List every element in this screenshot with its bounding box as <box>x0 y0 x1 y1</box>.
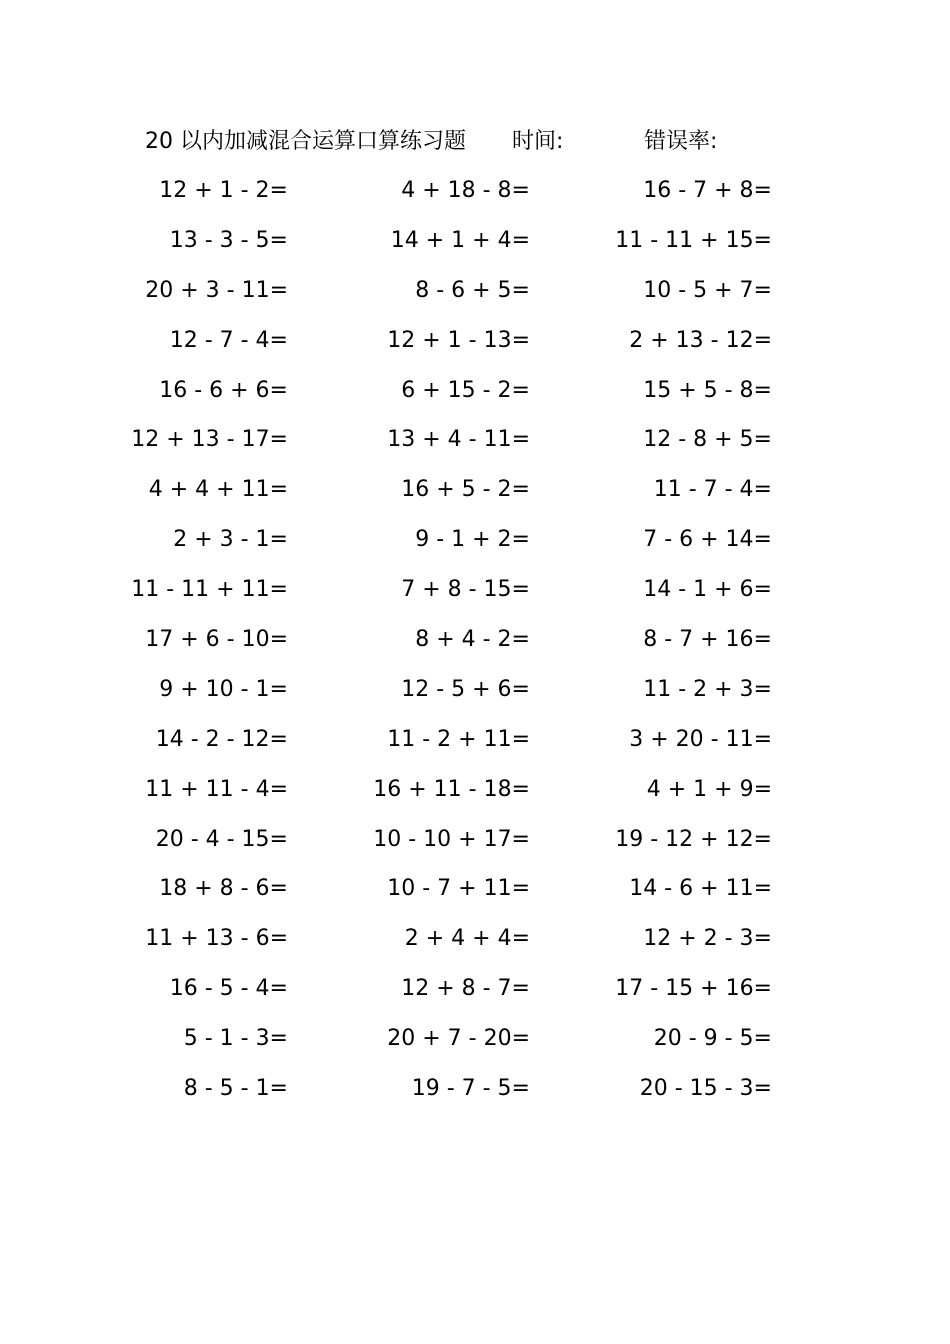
problem-row <box>0 425 950 475</box>
arithmetic-problem: 12 - 7 - 4= <box>169 327 288 353</box>
arithmetic-problem: 6 + 15 - 2= <box>401 377 530 403</box>
arithmetic-problem: 8 - 5 - 1= <box>183 1076 288 1102</box>
arithmetic-problem: 5 - 1 - 3= <box>183 1026 288 1052</box>
arithmetic-problem: 17 + 6 - 10= <box>145 627 288 653</box>
arithmetic-problem: 11 + 11 - 4= <box>145 776 288 802</box>
arithmetic-problem: 20 - 15 - 3= <box>639 1076 772 1102</box>
arithmetic-problem: 20 + 7 - 20= <box>387 1026 530 1052</box>
arithmetic-problem: 19 - 12 + 12= <box>615 826 772 852</box>
arithmetic-problem: 8 - 6 + 5= <box>415 277 530 303</box>
arithmetic-problem: 12 - 5 + 6= <box>401 676 530 702</box>
arithmetic-problem: 16 - 5 - 4= <box>169 976 288 1002</box>
worksheet-header <box>0 126 950 158</box>
arithmetic-problem: 2 + 4 + 4= <box>404 926 530 952</box>
time-label: 时间: <box>512 129 564 154</box>
problem-row <box>0 725 950 775</box>
problem-row <box>0 825 950 875</box>
arithmetic-problem: 18 + 8 - 6= <box>159 876 288 902</box>
worksheet-title: 20 以内加减混合运算口算练习题 <box>145 129 466 154</box>
arithmetic-problem: 11 - 11 + 15= <box>615 227 772 253</box>
arithmetic-problem: 4 + 4 + 11= <box>148 477 288 503</box>
problem-row <box>0 475 950 525</box>
arithmetic-problem: 12 + 13 - 17= <box>131 427 288 453</box>
arithmetic-problem: 14 - 2 - 12= <box>155 726 288 752</box>
arithmetic-problem: 4 + 18 - 8= <box>401 178 530 203</box>
arithmetic-problem: 11 + 13 - 6= <box>145 926 288 952</box>
problem-row <box>0 625 950 675</box>
problem-row <box>0 1074 950 1124</box>
arithmetic-problem: 11 - 2 + 3= <box>643 676 772 702</box>
arithmetic-problem: 16 - 6 + 6= <box>159 377 288 403</box>
arithmetic-problem: 3 + 20 - 11= <box>629 726 772 752</box>
problem-row <box>0 675 950 725</box>
arithmetic-problem: 19 - 7 - 5= <box>411 1076 530 1102</box>
problem-row <box>0 1024 950 1074</box>
arithmetic-problem: 14 + 1 + 4= <box>390 227 530 253</box>
problem-row <box>0 775 950 825</box>
problem-row <box>0 176 950 226</box>
arithmetic-problem: 12 + 2 - 3= <box>643 926 772 952</box>
problem-row <box>0 974 950 1024</box>
problem-row <box>0 924 950 974</box>
arithmetic-problem: 9 + 10 - 1= <box>159 676 288 702</box>
error-rate-label: 错误率: <box>644 129 718 154</box>
arithmetic-problem: 8 + 4 - 2= <box>415 627 530 653</box>
problem-grid <box>0 176 950 1124</box>
arithmetic-problem: 11 - 2 + 11= <box>387 726 530 752</box>
arithmetic-problem: 12 + 1 - 13= <box>387 327 530 353</box>
problem-row <box>0 575 950 625</box>
arithmetic-problem: 2 + 13 - 12= <box>629 327 772 353</box>
arithmetic-problem: 16 + 5 - 2= <box>401 477 530 503</box>
arithmetic-problem: 14 - 1 + 6= <box>643 577 772 603</box>
problem-row <box>0 525 950 575</box>
arithmetic-problem: 8 - 7 + 16= <box>643 627 772 653</box>
problem-row <box>0 326 950 376</box>
arithmetic-problem: 20 + 3 - 11= <box>145 277 288 303</box>
arithmetic-problem: 12 + 1 - 2= <box>159 178 288 203</box>
arithmetic-problem: 7 - 6 + 14= <box>643 527 772 553</box>
arithmetic-problem: 4 + 1 + 9= <box>646 776 772 802</box>
arithmetic-problem: 12 + 8 - 7= <box>401 976 530 1002</box>
arithmetic-problem: 7 + 8 - 15= <box>401 577 530 603</box>
problem-row <box>0 376 950 426</box>
arithmetic-problem: 20 - 9 - 5= <box>653 1026 772 1052</box>
arithmetic-problem: 13 + 4 - 11= <box>387 427 530 453</box>
arithmetic-problem: 10 - 7 + 11= <box>387 876 530 902</box>
arithmetic-problem: 16 + 11 - 18= <box>373 776 530 802</box>
arithmetic-problem: 10 - 5 + 7= <box>643 277 772 303</box>
problem-row <box>0 276 950 326</box>
arithmetic-problem: 14 - 6 + 11= <box>629 876 772 902</box>
arithmetic-problem: 10 - 10 + 17= <box>373 826 530 852</box>
arithmetic-problem: 2 + 3 - 1= <box>173 527 288 553</box>
problem-row <box>0 874 950 924</box>
arithmetic-problem: 11 - 7 - 4= <box>653 477 772 503</box>
arithmetic-problem: 9 - 1 + 2= <box>415 527 530 553</box>
arithmetic-problem: 20 - 4 - 15= <box>155 826 288 852</box>
arithmetic-problem: 11 - 11 + 11= <box>131 577 288 603</box>
arithmetic-problem: 16 - 7 + 8= <box>643 178 772 203</box>
arithmetic-problem: 17 - 15 + 16= <box>615 976 772 1002</box>
problem-row <box>0 226 950 276</box>
arithmetic-problem: 12 - 8 + 5= <box>643 427 772 453</box>
arithmetic-problem: 13 - 3 - 5= <box>169 227 288 253</box>
arithmetic-problem: 15 + 5 - 8= <box>643 377 772 403</box>
